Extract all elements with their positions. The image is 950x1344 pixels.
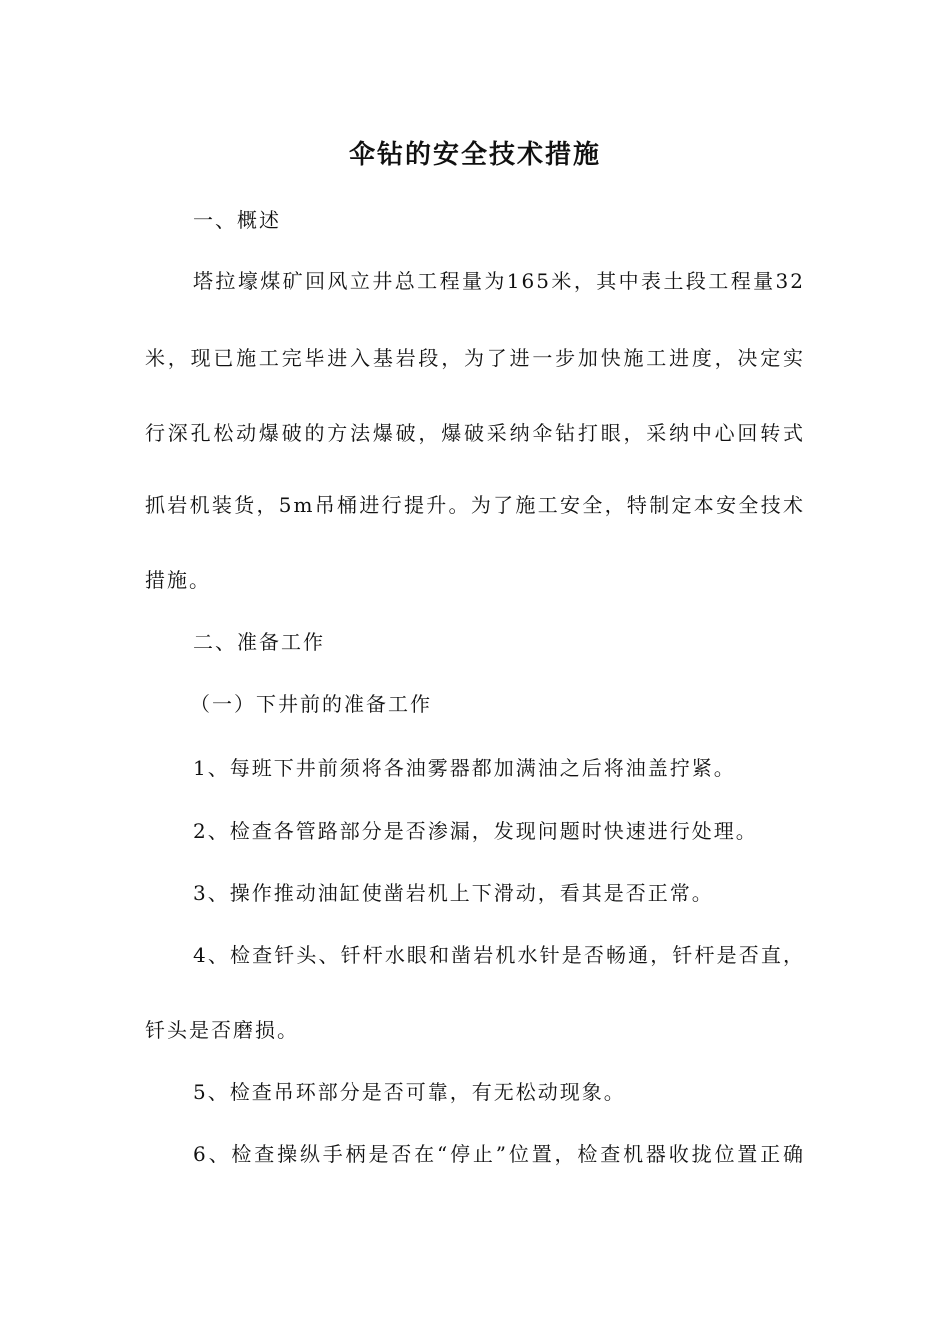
paragraph-line: 塔拉壕煤矿回风立井总工程量为165米，其中表土段工程量32	[193, 269, 805, 293]
list-item: 5、检查吊环部分是否可靠，有无松动现象。	[193, 1080, 626, 1104]
paragraph-line: 抓岩机装货，5m吊桶进行提升。为了施工安全，特制定本安全技术	[145, 493, 805, 517]
list-item: 6、检查操纵手柄是否在“停止”位置，检查机器收拢位置正确	[193, 1142, 805, 1166]
list-item: 1、每班下井前须将各油雾器都加满油之后将油盖拧紧。	[193, 756, 736, 780]
paragraph-line: 行深孔松动爆破的方法爆破，爆破采纳伞钻打眼，采纳中心回转式	[145, 421, 805, 445]
paragraph-line: 措施。	[145, 568, 211, 592]
list-item: 2、检查各管路部分是否渗漏，发现问题时快速进行处理。	[193, 819, 758, 843]
section-heading-overview: 一、概述	[193, 208, 281, 232]
paragraph-line: 米，现已施工完毕进入基岩段，为了进一步加快施工进度，决定实	[145, 346, 805, 370]
subsection-heading: （一）下井前的准备工作	[190, 692, 432, 716]
list-item-continuation: 钎头是否磨损。	[145, 1018, 299, 1042]
document-title: 伞钻的安全技术措施	[348, 140, 601, 170]
list-item: 4、检查钎头、钎杆水眼和凿岩机水针是否畅通，钎杆是否直，	[193, 943, 805, 967]
list-item: 3、操作推动油缸使凿岩机上下滑动，看其是否正常。	[193, 881, 714, 905]
section-heading-preparation: 二、准备工作	[193, 630, 325, 654]
